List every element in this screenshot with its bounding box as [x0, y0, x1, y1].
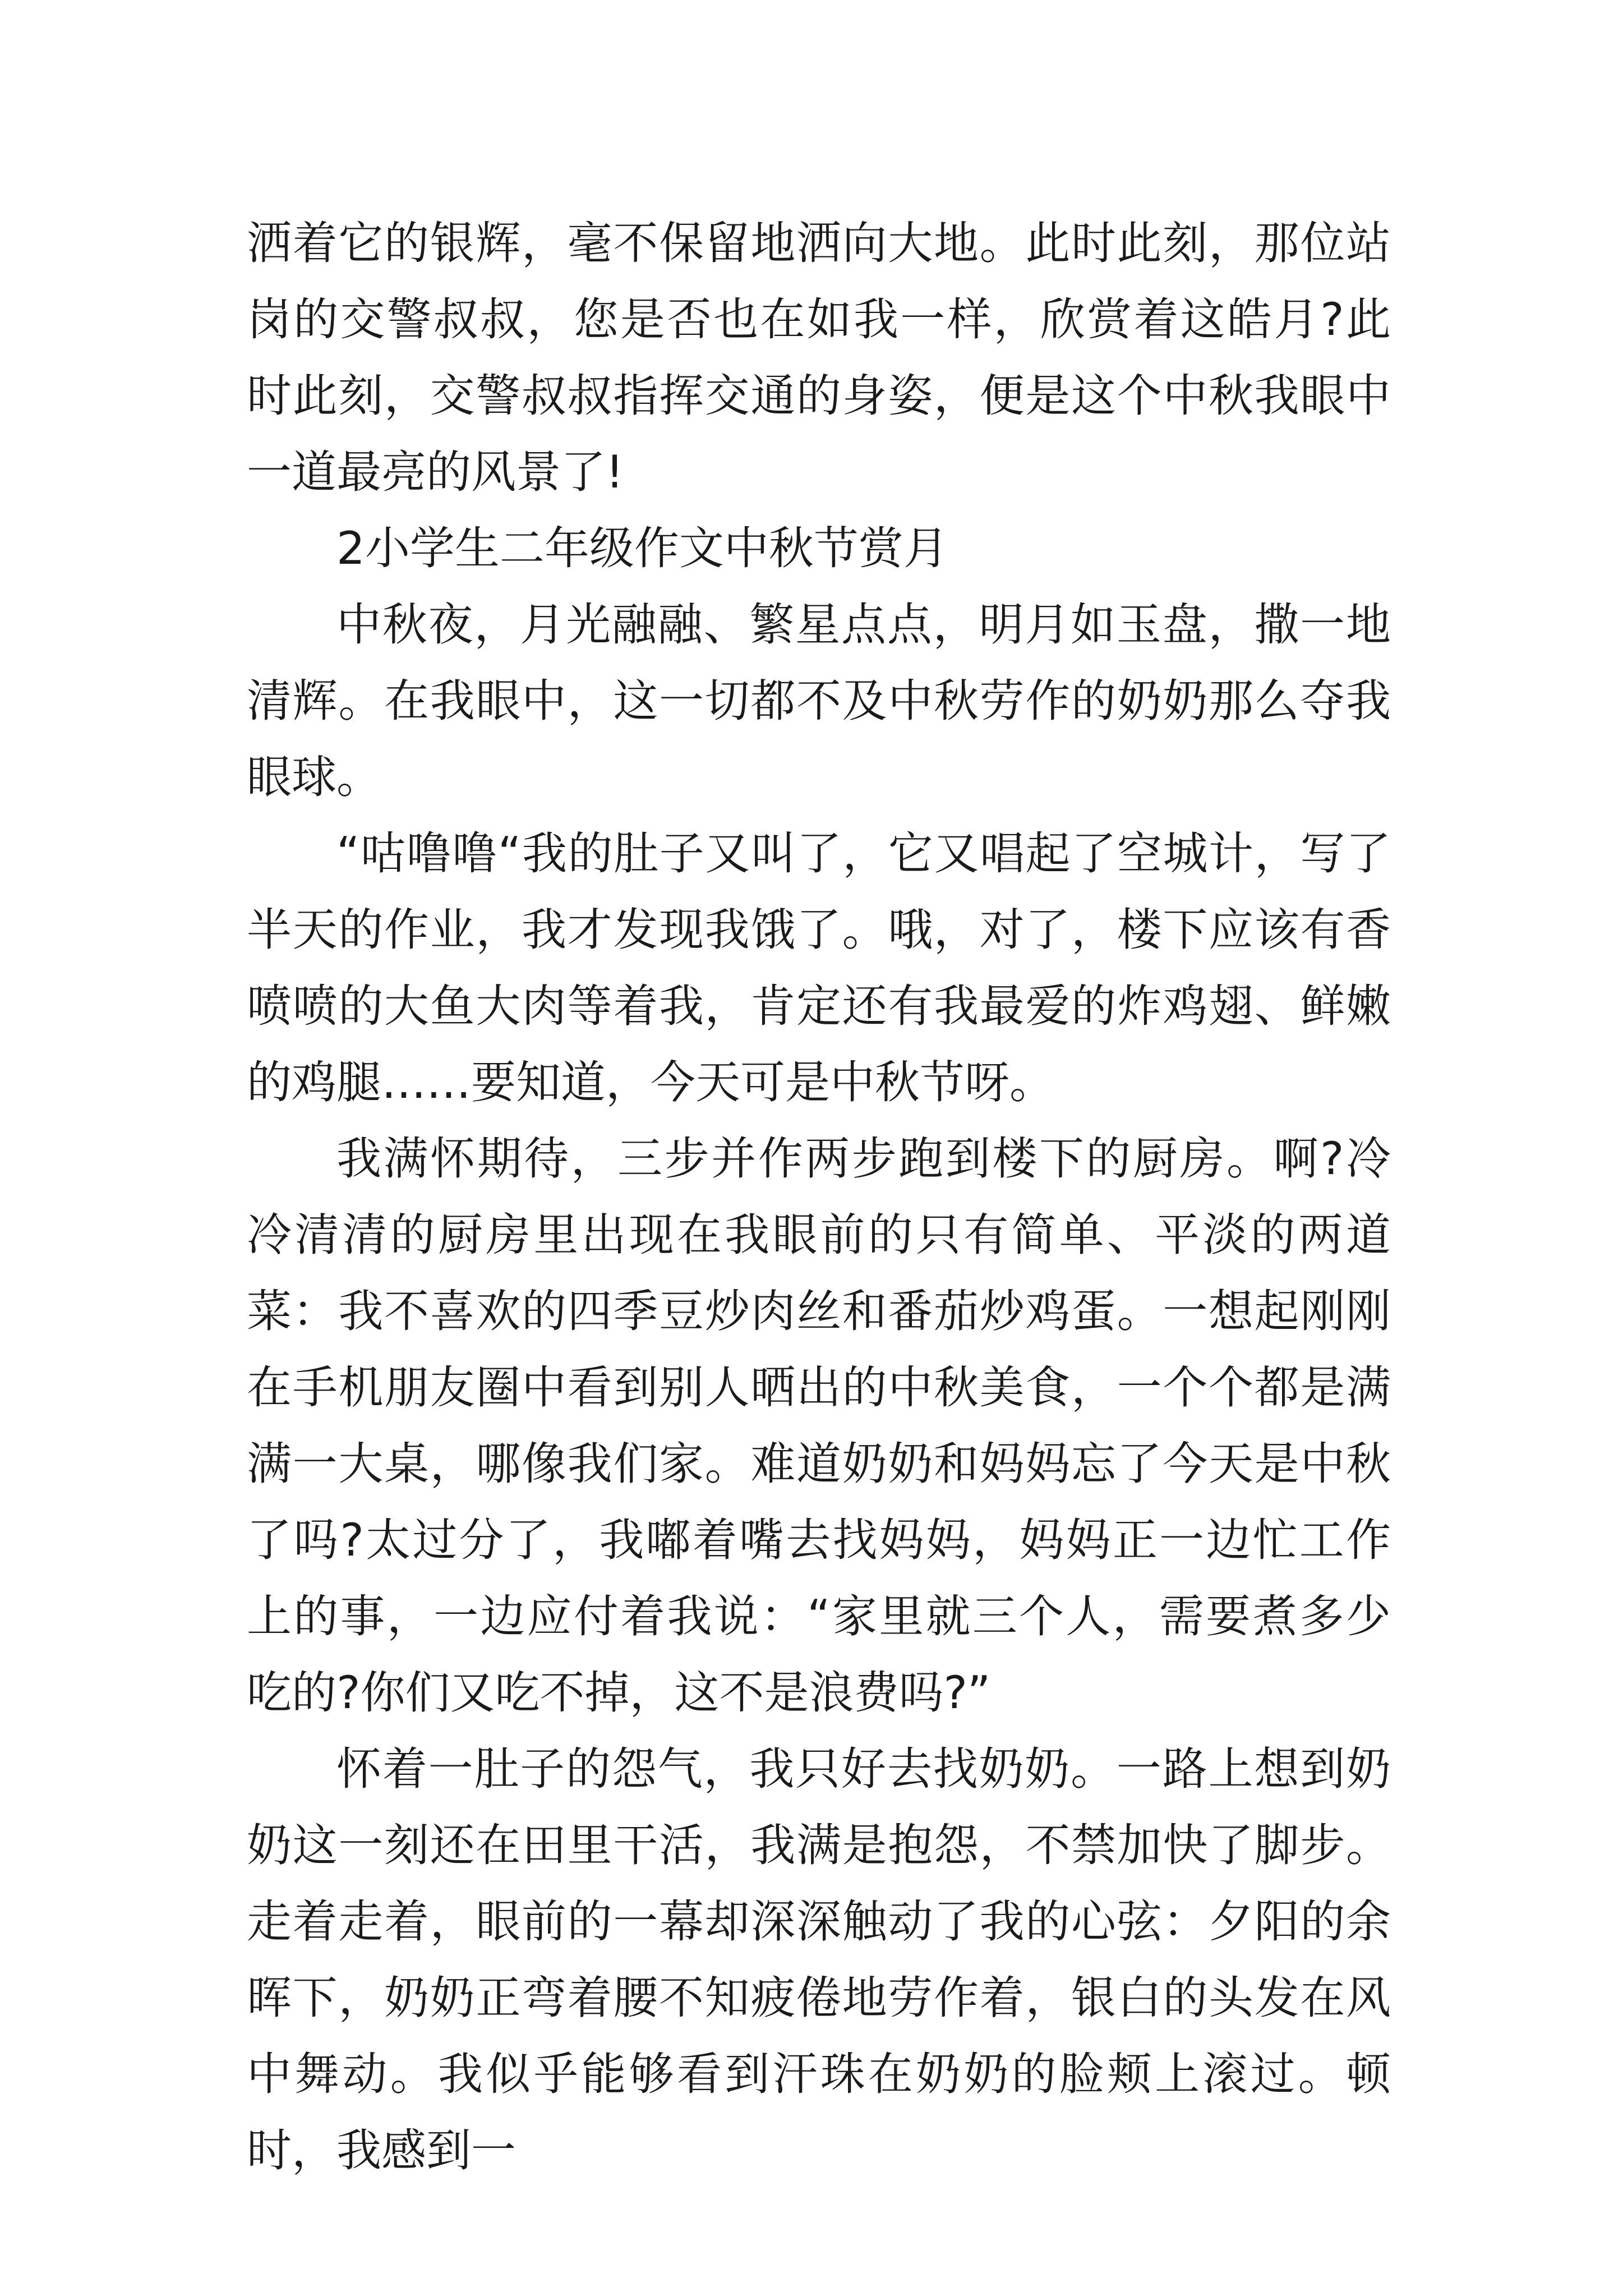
paragraph: 我满怀期待，三步并作两步跑到楼下的厨房。啊?冷冷清清的厨房里出现在我眼前的只有简单、平淡的两道菜：我不喜欢的四季豆炒肉丝和番茄炒鸡蛋。一想起刚刚在手机朋友圈中看到别人晒出的中秋美食，一个个都是满满一大桌，哪像我们家。难道奶奶和妈妈忘了今天是中秋了吗?太过分了，我嘟着嘴去找妈妈，妈妈正一边忙工作上的事，一边应付着我说：“家里就三个人，需要煮多少吃的?你们又吃不掉，这不是浪费吗?” — [247, 1133, 1391, 1719]
paragraph-continuation: 洒着它的银辉，毫不保留地洒向大地。此时此刻，那位站岗的交警叔叔，您是否也在如我一样，欣赏着这皓月?此时此刻，交警叔叔指挥交通的身姿，便是这个中秋我眼中一道最亮的风景了! — [247, 217, 1391, 498]
section-heading: 2小学生二年级作文中秋节赏月 — [336, 522, 948, 574]
paragraph: 中秋夜，月光融融、繁星点点，明月如玉盘，撒一地清辉。在我眼中，这一切都不及中秋劳作的奶奶那么夺我眼球。 — [247, 599, 1391, 803]
paragraph: 怀着一肚子的怨气，我只好去找奶奶。一路上想到奶奶这一刻还在田里干活，我满是抱怨，不禁加快了脚步。走着走着，眼前的一幕却深深触动了我的心弦：夕阳的余晖下，奶奶正弯着腰不知疲倦地劳作着，银白的头发在风中舞动。我似乎能够看到汗珠在奶奶的脸颊上滚过。顿时，我感到一 — [247, 1743, 1391, 2177]
paragraph: “咕噜噜“我的肚子又叫了，它又唱起了空城计，写了半天的作业，我才发现我饿了。哦，对了，楼下应该有香喷喷的大鱼大肉等着我，肯定还有我最爱的炸鸡翅、鲜嫩的鸡腿……要知道，今天可是中秋节呀。 — [247, 827, 1391, 1108]
document-body — [247, 205, 1391, 2189]
